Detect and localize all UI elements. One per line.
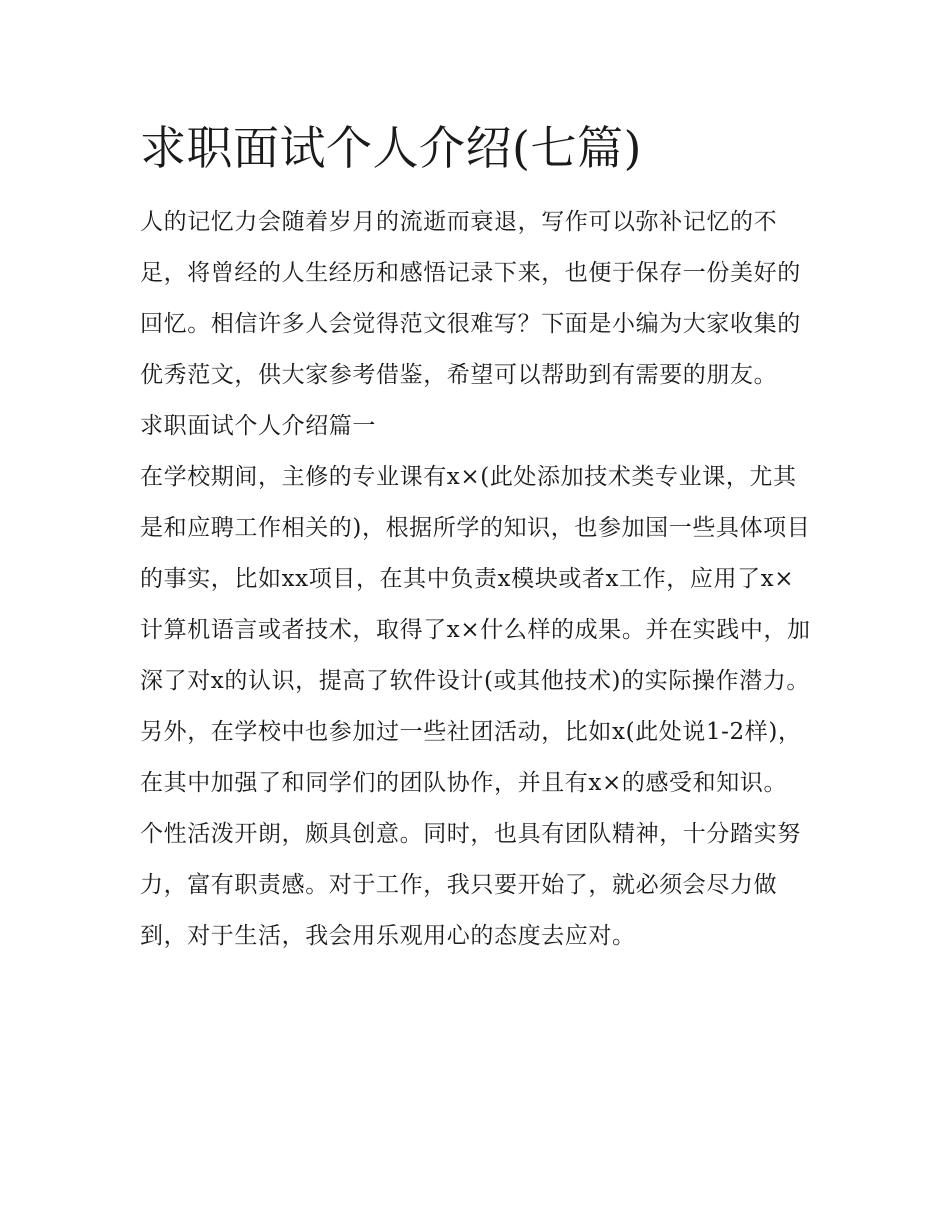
body-paragraph-activities: 另外，在学校中也参加过一些社团活动，比如x(此处说1-2样)，在其中加强了和同学们的团队协作，并且有x×的感受和知识。 — [140, 719, 802, 796]
document-title: 求职面试个人介绍(七篇) — [140, 121, 642, 175]
body-paragraph-personality: 个性活泼开朗，颇具创意。同时，也具有团队精神，十分踏实努力，富有职责感。对于工作，我只要开始了，就必须会尽力做到，对于生活，我会用乐观用心的态度去应对。 — [140, 821, 801, 949]
intro-paragraph: 人的记忆力会随着岁月的流逝而衰退，写作可以弥补记忆的不足，将曾经的人生经历和感悟记录下来，也便于保存一份美好的回忆。相信许多人会觉得范文很难写？下面是小编为大家收集的优秀范文，供大家参考借鉴，希望可以帮助到有需要的朋友。 — [140, 209, 801, 388]
body-paragraph-study: 在学校期间，主修的专业课有x×(此处添加技术类专业课，尤其是和应聘工作相关的)，根据所学的知识，也参加国一些具体项目的事实，比如xx项目，在其中负责x模块或者x工作，应用了x×计算机语言或者技术，取得了x×什么样的成果。并在实践中，加深了对x的认识，提高了软件设计(或其他技术)的实际操作潜力。 — [140, 464, 811, 694]
section-heading: 求职面试个人介绍篇一 — [140, 413, 376, 439]
document-page — [140, 110, 816, 962]
